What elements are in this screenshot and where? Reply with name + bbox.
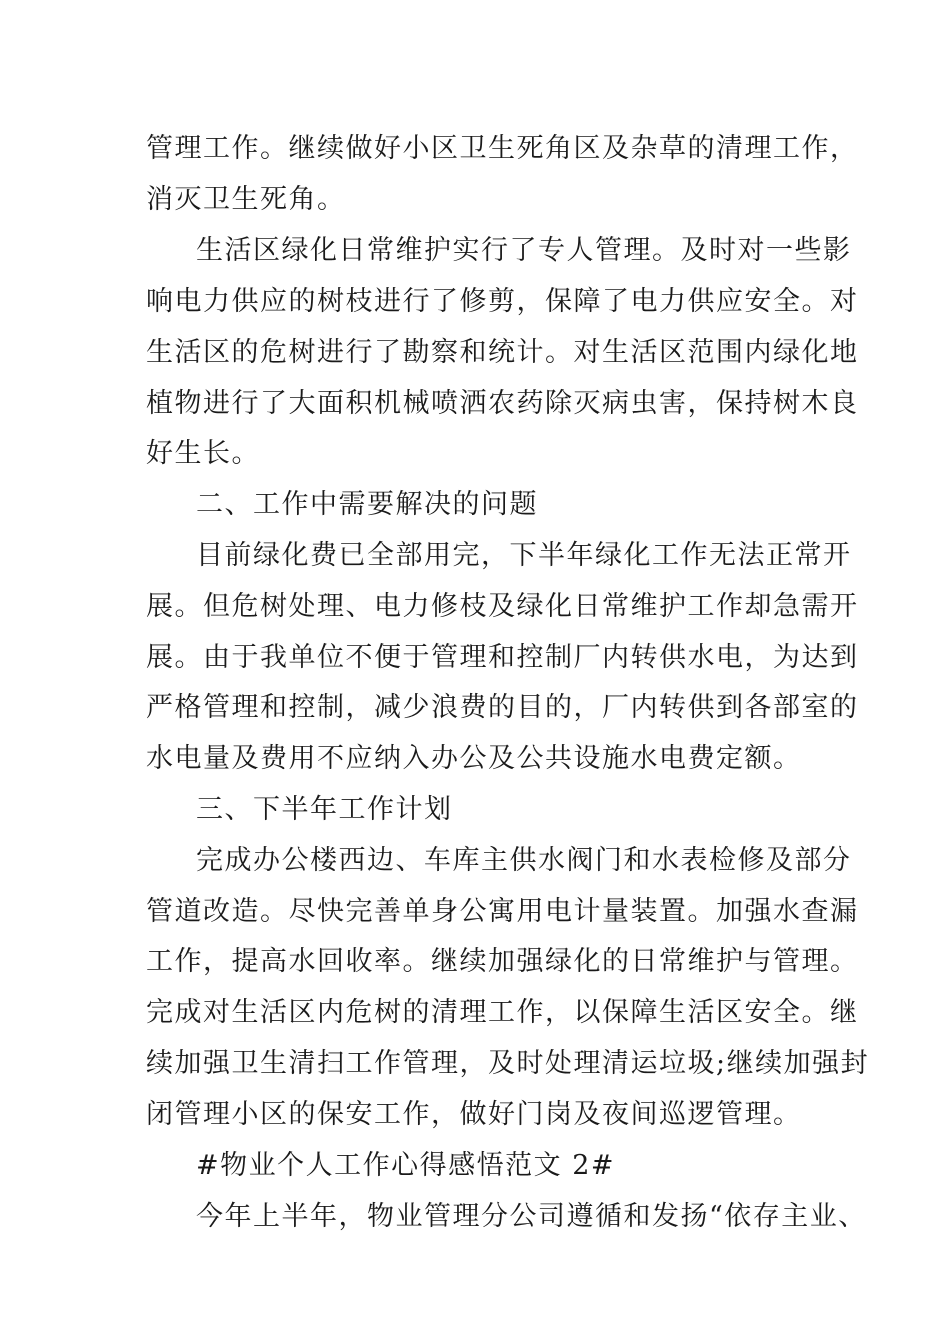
text-line: 植物进行了大面积机械喷洒农药除灭病虫害，保持树木良 — [146, 388, 859, 419]
text-line: 闭管理小区的保安工作，做好门岗及夜间巡逻管理。 — [146, 1099, 802, 1130]
text-line: 响电力供应的树枝进行了修剪，保障了电力供应安全。对 — [146, 286, 859, 317]
text-line: 展。但危树处理、电力修枝及绿化日常维护工作却急需开 — [146, 591, 859, 622]
paragraph-first-line: 完成办公楼西边、车库主供水阀门和水表检修及部分 — [196, 845, 852, 876]
text-line: 管道改造。尽快完善单身公寓用电计量装置。加强水查漏 — [146, 896, 859, 927]
text-line: 生活区的危树进行了勘察和统计。对生活区范围内绿化地 — [146, 337, 859, 368]
paragraph-first-line: 今年上半年，物业管理分公司遵循和发扬“依存主业、 — [196, 1201, 867, 1232]
text-line: 管理工作。继续做好小区卫生死角区及杂草的清理工作， — [146, 133, 859, 164]
paragraph-first-line: 生活区绿化日常维护实行了专人管理。及时对一些影 — [196, 235, 852, 266]
text-line: 水电量及费用不应纳入办公及公共设施水电费定额。 — [146, 743, 802, 774]
text-line: 工作，提高水回收率。继续加强绿化的日常维护与管理。 — [146, 946, 859, 977]
text-line: 消灭卫生死角。 — [146, 184, 346, 215]
paragraph-first-line: 目前绿化费已全部用完，下半年绿化工作无法正常开 — [196, 540, 852, 571]
text-line: 完成对生活区内危树的清理工作，以保障生活区安全。继 — [146, 997, 859, 1028]
section-heading: 二、工作中需要解决的问题 — [196, 489, 538, 520]
text-line: 好生长。 — [146, 438, 260, 469]
text-line: 展。由于我单位不便于管理和控制厂内转供水电，为达到 — [146, 642, 859, 673]
article-heading: #物业个人工作心得感悟范文 2# — [196, 1150, 616, 1181]
text-line: 续加强卫生清扫工作管理，及时处理清运垃圾;继续加强封 — [146, 1048, 870, 1079]
text-line: 严格管理和控制，减少浪费的目的，厂内转供到各部室的 — [146, 692, 859, 723]
section-heading: 三、下半年工作计划 — [196, 794, 453, 825]
